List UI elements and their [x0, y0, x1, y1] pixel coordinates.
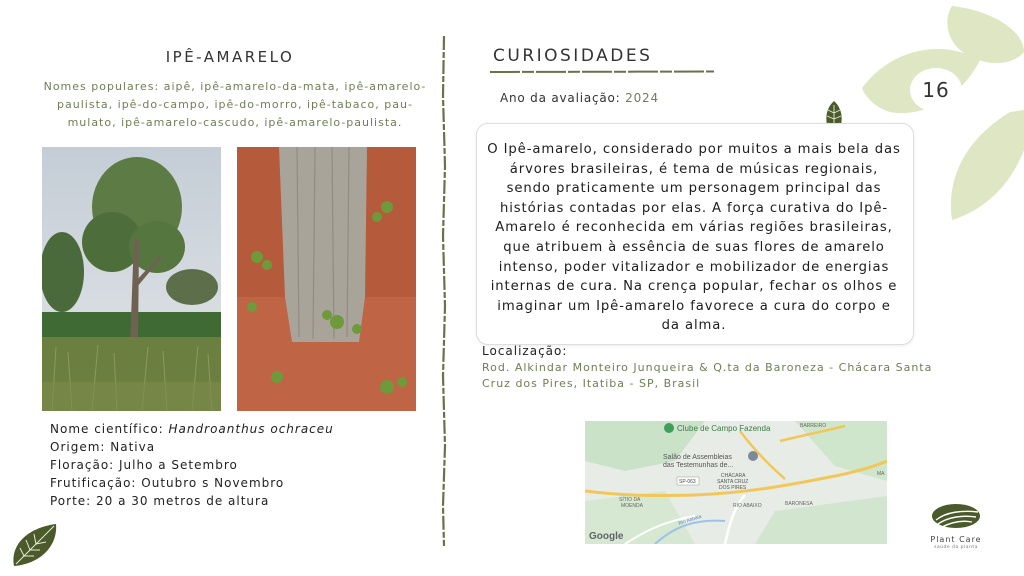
origin: Origem: Nativa	[50, 440, 156, 454]
map-pin-club	[664, 423, 674, 433]
map-label-chacara-1: CHÁCARA	[721, 473, 746, 479]
map-pin-hall	[748, 451, 758, 461]
page-number: 16	[910, 68, 962, 112]
map-label-edge: MA	[877, 471, 885, 477]
brand-tagline: saúde da planta	[934, 545, 978, 550]
leaf-icon-bottom-left	[10, 522, 60, 568]
column-divider	[440, 36, 448, 546]
flowering: Floração: Julho a Setembro	[50, 458, 238, 472]
plant-facts	[50, 420, 334, 510]
map-label-chacara-2: SANTA CRUZ	[717, 479, 749, 485]
tree-photo	[42, 147, 221, 411]
location-map[interactable]	[585, 421, 887, 544]
map-label-barreiro: BARREIRO	[800, 423, 827, 429]
evaluation-year	[500, 91, 659, 105]
map-label-sitio-1: SÍTIO DA	[619, 497, 641, 503]
scientific-name-label: Nome científico:	[50, 422, 169, 436]
map-label-hall-1: Salão de Assembleias	[663, 454, 732, 461]
scientific-name-value: Handroanthus ochraceu	[168, 422, 334, 436]
map-label-club: Clube de Campo Fazenda	[677, 424, 771, 433]
map-label-rio-abaixo: RIO ABAIXO	[733, 503, 762, 509]
map-label-sitio-2: MOENDA	[621, 503, 643, 509]
location-label: Localização:	[482, 344, 568, 358]
map-label-river: Rio Atibaia	[677, 513, 703, 527]
trunk-photo	[237, 147, 416, 411]
map-label-baronesa: BARONESA	[785, 501, 813, 507]
plant-size: Porte: 20 a 30 metros de altura	[50, 494, 270, 508]
brand-name: Plant Care	[930, 535, 982, 544]
curiosities-text: O Ipê-amarelo, considerado por muitos a mais bela das árvores brasileiras, é tema de músicas regionais, sendo praticamente um personagem principal das histórias contadas por elas. A força curativa do Ipê-Amarelo é reconhecida em várias regiões brasileiras, que atribuem à essência de suas flores de amarelo intenso, poder vitalizador e mobilizador de energias internas de cura. Na crença popular, fechar os olhos e imaginar um Ipê-amarelo favorece a cura do corpo e da alma.	[487, 142, 901, 334]
title-underline	[490, 69, 714, 75]
location-address: Rod. Alkindar Monteiro Junqueira & Q.ta da Baroneza - Chácara Santa Cruz dos Pires, Itatiba - SP, Brasil	[482, 361, 933, 390]
map-label-road: SP-063	[679, 479, 696, 485]
evaluation-year-label: Ano da avaliação:	[500, 91, 626, 105]
map-label-chacara-3: DOS PIRES	[719, 485, 747, 491]
map-google-logo: Google	[589, 531, 624, 542]
evaluation-year-value: 2024	[625, 91, 659, 105]
plant-title: IPÊ-AMARELO	[165, 48, 295, 66]
curiosities-title: CURIOSIDADES	[493, 46, 653, 66]
scientific-name-row	[50, 420, 334, 438]
leaf-bottom	[951, 110, 1024, 220]
fruiting: Frutificação: Outubro s Novembro	[50, 476, 285, 490]
map-label-hall-2: das Testemunhas de...	[663, 462, 734, 469]
popular-names: Nomes populares: aipê, ipê-amarelo-da-mata, ipê-amarelo-paulista, ipê-do-campo, ipê-do-morro, ipê-tabaco, pau-mulato, ipê-amarelo-cascudo, ipê-amarelo-paulista.	[43, 80, 427, 129]
brand-logo-icon	[928, 502, 984, 532]
